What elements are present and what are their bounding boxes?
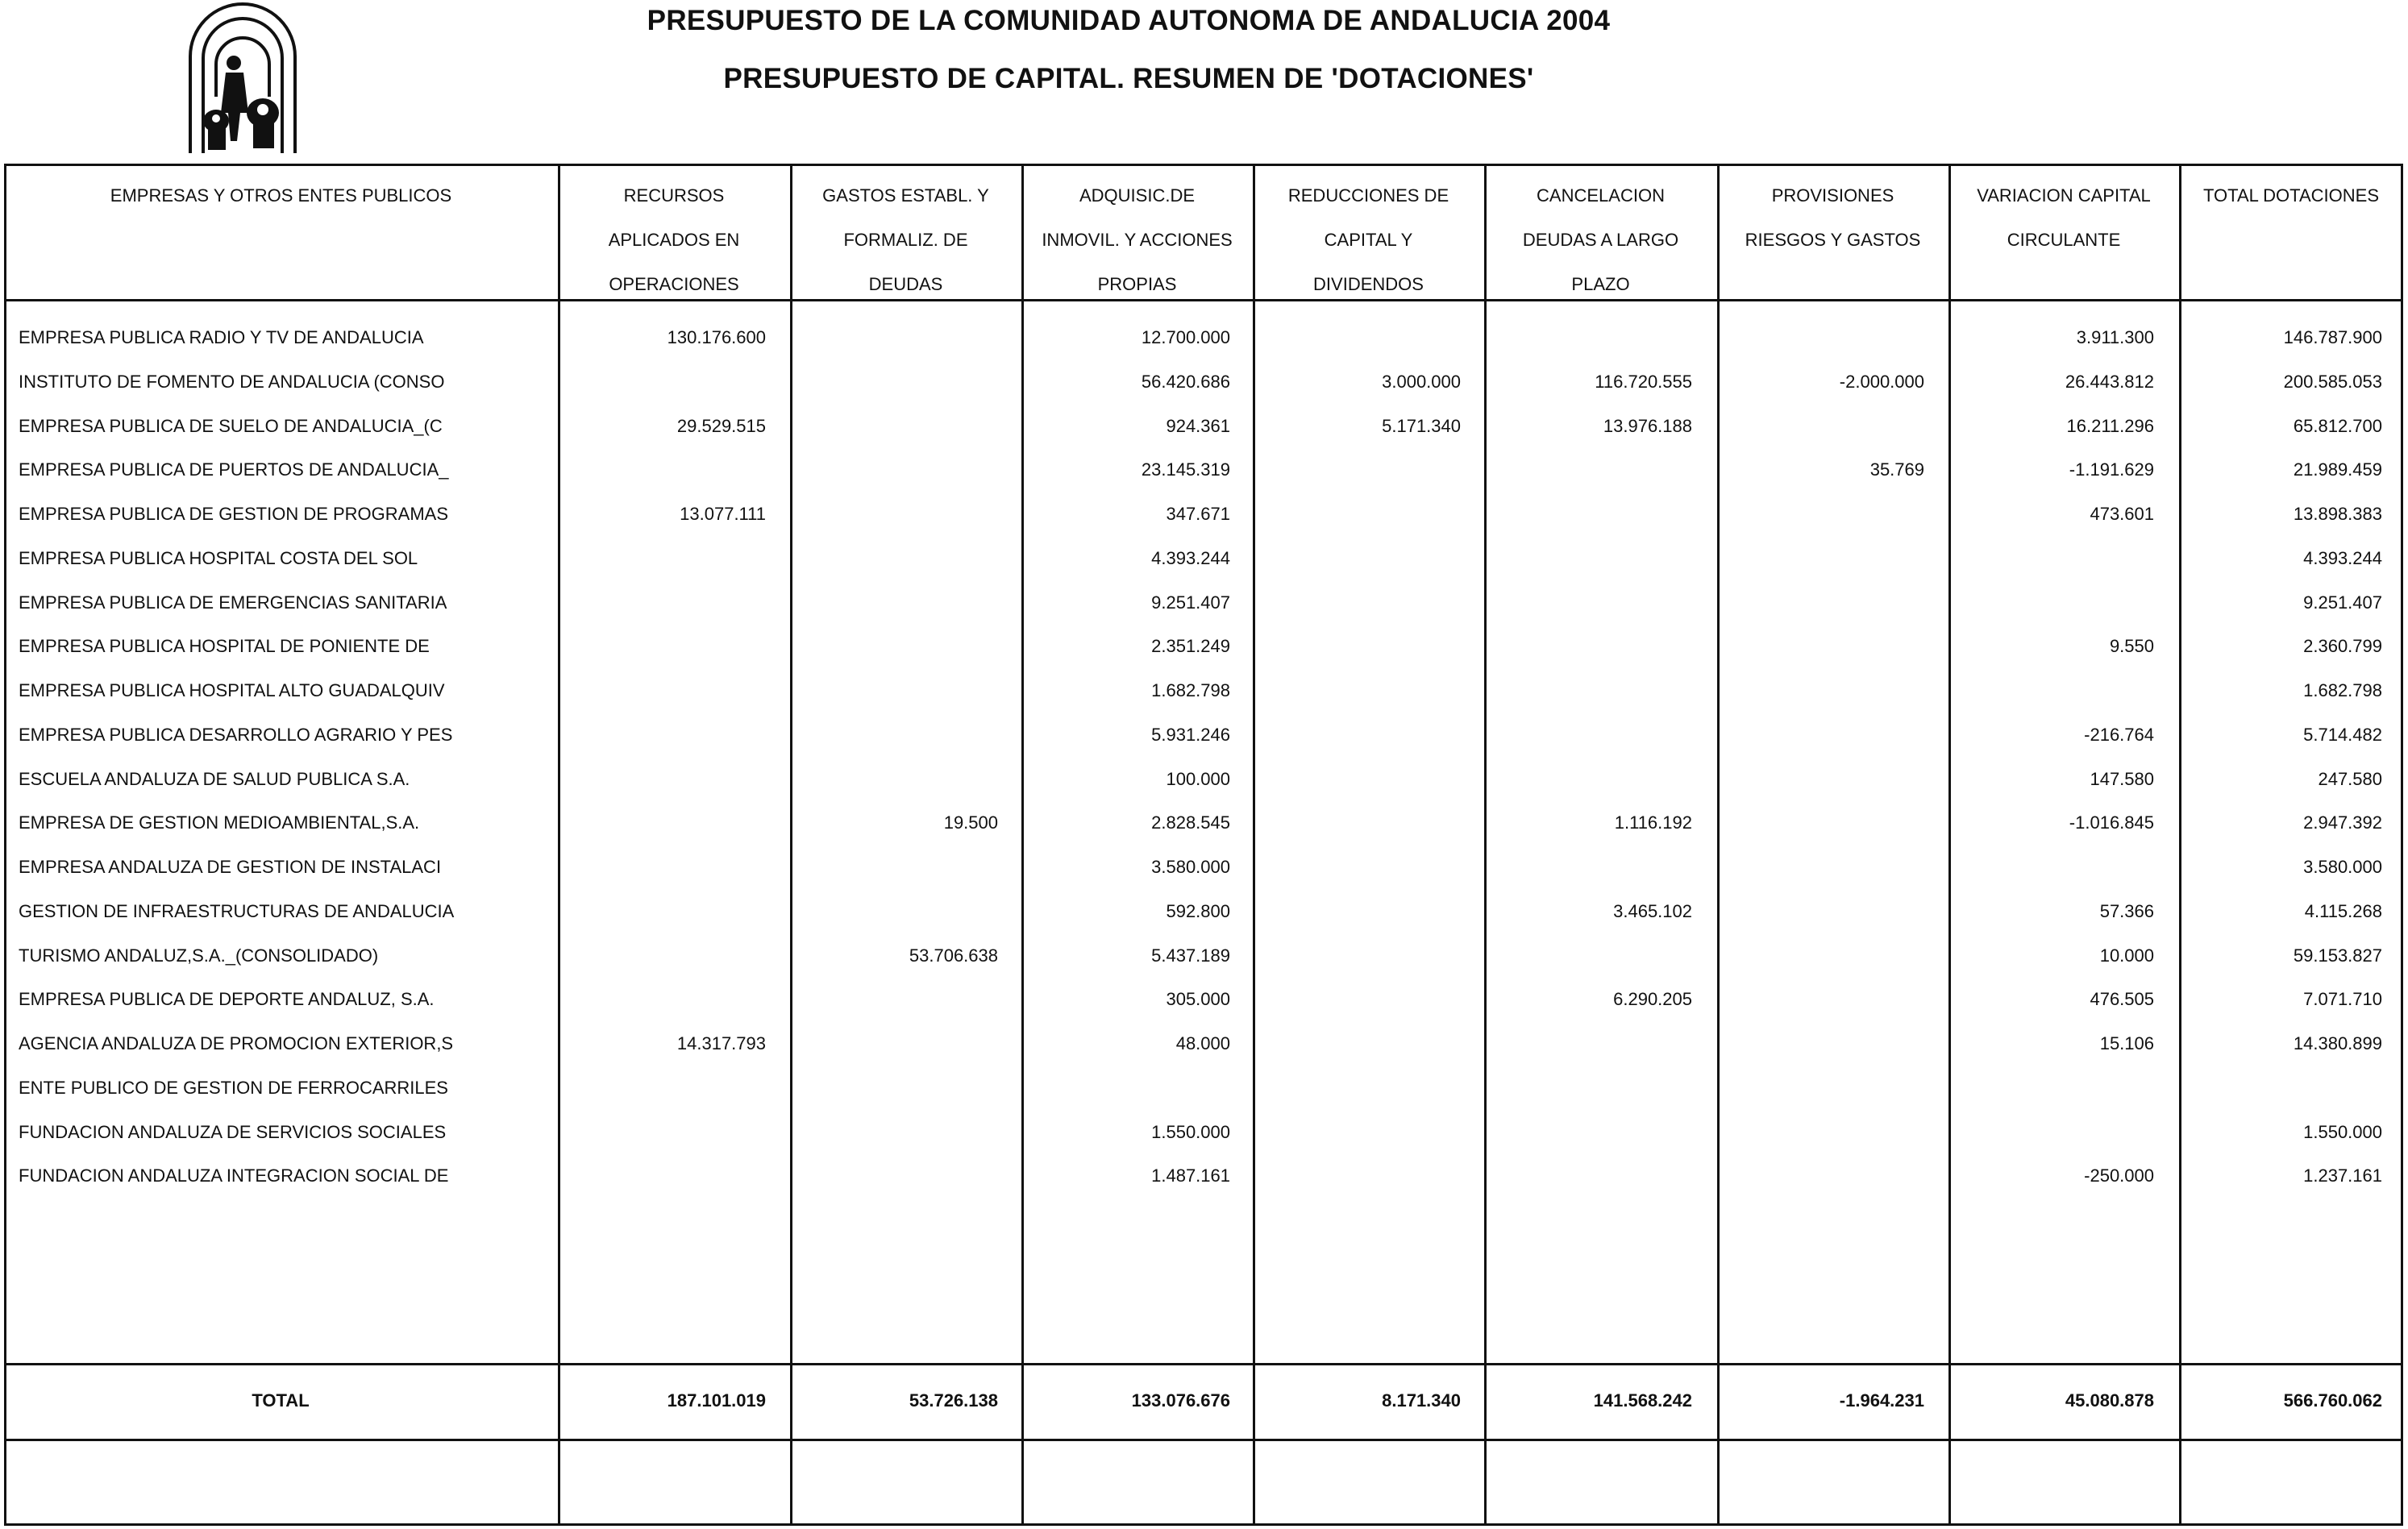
amount-cell xyxy=(2165,1066,2382,1110)
amount-cell xyxy=(1707,316,1924,359)
entity-name: TURISMO ANDALUZ,S.A._(CONSOLIDADO) xyxy=(19,945,379,966)
amount-cell xyxy=(1474,934,1692,978)
entity-name: EMPRESA PUBLICA HOSPITAL DE PONIENTE DE xyxy=(19,636,430,657)
entity-name: GESTION DE INFRAESTRUCTURAS DE ANDALUCIA xyxy=(19,900,455,921)
table-row xyxy=(4,713,2403,757)
amount-cell: 4.393.244 xyxy=(2303,547,2382,568)
column-header xyxy=(1484,173,1717,306)
column-header-line: DEUDAS xyxy=(868,274,943,294)
amount-cell xyxy=(1243,1022,1461,1066)
amount-cell xyxy=(548,846,766,889)
amount-cell: 592.800 xyxy=(1166,900,1230,921)
amount-cell xyxy=(780,1022,998,1066)
amount-cell xyxy=(780,448,998,492)
amount-cell xyxy=(780,713,998,757)
amount-cell: 1.487.161 xyxy=(1151,1165,1230,1186)
amount-cell: 1.682.798 xyxy=(2303,680,2382,700)
column-header xyxy=(4,173,558,218)
table-row xyxy=(4,625,2403,668)
amount-cell: 5.714.482 xyxy=(2303,724,2382,745)
amount-cell: 5.171.340 xyxy=(1382,415,1461,436)
amount-cell: 1.237.161 xyxy=(2303,1165,2382,1186)
amount-cell xyxy=(1243,758,1461,801)
entity-name: EMPRESA DE GESTION MEDIOAMBIENTAL,S.A. xyxy=(19,812,420,833)
column-header xyxy=(790,173,1021,306)
entity-name: AGENCIA ANDALUZA DE PROMOCION EXTERIOR,S xyxy=(19,1033,454,1053)
amount-cell xyxy=(780,405,998,448)
amount-cell: 65.812.700 xyxy=(2293,415,2382,436)
amount-cell xyxy=(1707,625,1924,668)
amount-cell: 1.550.000 xyxy=(1151,1121,1230,1142)
amount-cell: 473.601 xyxy=(2090,504,2154,524)
table-row xyxy=(4,316,2403,359)
amount-cell xyxy=(1707,890,1924,933)
amount-cell xyxy=(1474,846,1692,889)
amount-cell: 3.465.102 xyxy=(1613,900,1692,921)
entity-name: EMPRESA PUBLICA HOSPITAL COSTA DEL SOL xyxy=(19,547,418,568)
amount-cell xyxy=(1707,758,1924,801)
total-label: TOTAL xyxy=(252,1390,310,1411)
amount-cell xyxy=(1474,669,1692,713)
amount-cell: 4.393.244 xyxy=(1151,547,1230,568)
amount-cell xyxy=(1474,316,1692,359)
amount-cell: 9.251.407 xyxy=(2303,592,2382,613)
entity-name: INSTITUTO DE FOMENTO DE ANDALUCIA (CONSO xyxy=(19,371,445,392)
amount-cell: 5.931.246 xyxy=(1151,724,1230,745)
amount-cell xyxy=(1243,934,1461,978)
amount-cell xyxy=(1474,492,1692,536)
amount-cell xyxy=(1243,537,1461,580)
amount-cell: -1.191.629 xyxy=(2069,459,2154,480)
document-title: PRESUPUESTO DE LA COMUNIDAD AUTONOMA DE ANDALUCIA 2004 xyxy=(647,5,1611,36)
table-row xyxy=(4,405,2403,448)
column-header xyxy=(1717,173,1948,262)
amount-cell: 2.351.249 xyxy=(1151,636,1230,657)
table-row xyxy=(4,890,2403,933)
column-header-line: REDUCCIONES DE xyxy=(1287,185,1449,206)
amount-cell xyxy=(780,978,998,1021)
table-rule xyxy=(4,1523,2403,1526)
amount-cell: 7.071.710 xyxy=(2303,989,2382,1010)
amount-cell: 13.898.383 xyxy=(2293,504,2382,524)
column-header-line: PROVISIONES xyxy=(1771,185,1894,206)
amount-cell: 14.380.899 xyxy=(2293,1033,2382,1053)
table-rule xyxy=(4,1439,2403,1441)
amount-cell: 6.290.205 xyxy=(1613,989,1692,1010)
amount-cell xyxy=(1707,405,1924,448)
amount-cell xyxy=(548,448,766,492)
amount-cell: 13.077.111 xyxy=(680,504,766,524)
amount-cell xyxy=(1936,846,2154,889)
amount-cell xyxy=(780,492,998,536)
amount-cell: 305.000 xyxy=(1166,989,1230,1010)
total-value: 53.726.138 xyxy=(909,1390,998,1411)
table-row xyxy=(4,758,2403,801)
amount-cell: 3.000.000 xyxy=(1382,371,1461,392)
amount-cell xyxy=(548,890,766,933)
total-value: 566.760.062 xyxy=(2283,1390,2382,1411)
amount-cell xyxy=(1243,978,1461,1021)
amount-cell xyxy=(1243,801,1461,845)
amount-cell xyxy=(548,801,766,845)
amount-cell: 35.769 xyxy=(1869,459,1924,480)
entity-name: EMPRESA PUBLICA RADIO Y TV DE ANDALUCIA xyxy=(19,327,424,347)
entity-name: ENTE PUBLICO DE GESTION DE FERROCARRILES xyxy=(19,1077,448,1098)
amount-cell xyxy=(1936,581,2154,625)
column-header-line: OPERACIONES xyxy=(609,274,739,294)
amount-cell: 1.550.000 xyxy=(2303,1121,2382,1142)
amount-cell xyxy=(1474,1022,1692,1066)
amount-cell xyxy=(780,1066,998,1110)
amount-cell: 9.251.407 xyxy=(1151,592,1230,613)
entity-name: FUNDACION ANDALUZA INTEGRACION SOCIAL DE xyxy=(19,1165,449,1186)
amount-cell: 116.720.555 xyxy=(1595,371,1692,392)
amount-cell: 26.443.812 xyxy=(2065,371,2154,392)
amount-cell xyxy=(1243,1154,1461,1198)
table-row xyxy=(4,448,2403,492)
amount-cell xyxy=(1474,1066,1692,1110)
table-row xyxy=(4,1154,2403,1198)
column-header xyxy=(2179,173,2403,218)
amount-cell xyxy=(780,1154,998,1198)
column-header-line: CANCELACION xyxy=(1537,185,1665,206)
amount-cell xyxy=(780,537,998,580)
table-row xyxy=(4,1022,2403,1066)
amount-cell xyxy=(1243,1066,1461,1110)
amount-cell xyxy=(1707,846,1924,889)
amount-cell xyxy=(1474,1111,1692,1154)
amount-cell: 2.360.799 xyxy=(2303,636,2382,657)
column-header-line: APLICADOS EN xyxy=(608,230,740,250)
amount-cell xyxy=(1707,934,1924,978)
entity-name: ESCUELA ANDALUZA DE SALUD PUBLICA S.A. xyxy=(19,768,410,789)
amount-cell: 4.115.268 xyxy=(2304,900,2382,921)
amount-cell: 100.000 xyxy=(1166,768,1230,789)
entity-name: EMPRESA PUBLICA DE SUELO DE ANDALUCIA_(C xyxy=(19,415,443,436)
column-header-line: RECURSOS xyxy=(623,185,725,206)
amount-cell xyxy=(1936,1066,2154,1110)
entity-name: EMPRESA PUBLICA DESARROLLO AGRARIO Y PES xyxy=(19,724,453,745)
amount-cell: -216.764 xyxy=(2084,724,2154,745)
amount-cell xyxy=(1707,978,1924,1021)
entity-name: EMPRESA PUBLICA HOSPITAL ALTO GUADALQUIV xyxy=(19,680,445,700)
amount-cell xyxy=(1707,801,1924,845)
amount-cell xyxy=(548,669,766,713)
column-header-line: RIESGOS Y GASTOS xyxy=(1745,230,1921,250)
column-header-line: DEUDAS A LARGO xyxy=(1522,230,1679,250)
column-header-line: TOTAL DOTACIONES xyxy=(2203,185,2379,206)
amount-cell xyxy=(1474,713,1692,757)
table-row xyxy=(4,581,2403,625)
column-header-line: FORMALIZ. DE xyxy=(843,230,968,250)
amount-cell: 1.116.192 xyxy=(1614,812,1692,833)
amount-cell xyxy=(1243,890,1461,933)
column-header-line: INMOVIL. Y ACCIONES xyxy=(1042,230,1233,250)
total-value: -1.964.231 xyxy=(1839,1390,1924,1411)
table-row xyxy=(4,1066,2403,1110)
amount-cell: 130.176.600 xyxy=(667,327,766,347)
amount-cell xyxy=(1936,1111,2154,1154)
amount-cell: 9.550 xyxy=(2109,636,2154,657)
total-row xyxy=(4,1379,2403,1423)
table-row xyxy=(4,1111,2403,1154)
amount-cell xyxy=(1243,316,1461,359)
amount-cell xyxy=(1243,713,1461,757)
amount-cell: 3.580.000 xyxy=(2303,857,2382,877)
amount-cell xyxy=(548,1111,766,1154)
amount-cell xyxy=(1243,846,1461,889)
amount-cell xyxy=(548,1066,766,1110)
column-header-line: GASTOS ESTABL. Y xyxy=(822,185,989,206)
entity-name: EMPRESA ANDALUZA DE GESTION DE INSTALACI xyxy=(19,857,442,877)
column-header xyxy=(1253,173,1484,306)
amount-cell: 924.361 xyxy=(1166,415,1230,436)
amount-cell: 200.585.053 xyxy=(2283,371,2382,392)
column-header xyxy=(1021,173,1253,306)
budget-table xyxy=(4,164,2403,1526)
amount-cell: 19.500 xyxy=(943,812,998,833)
amount-cell xyxy=(548,537,766,580)
amount-cell xyxy=(1707,581,1924,625)
junta-andalucia-logo xyxy=(184,0,302,156)
amount-cell: 146.787.900 xyxy=(2283,327,2382,347)
column-header-line: CIRCULANTE xyxy=(2007,230,2121,250)
amount-cell xyxy=(1936,669,2154,713)
amount-cell: 53.706.638 xyxy=(909,945,998,966)
amount-cell: 14.317.793 xyxy=(676,1033,766,1053)
amount-cell xyxy=(548,1154,766,1198)
amount-cell xyxy=(1474,758,1692,801)
column-header-line: CAPITAL Y xyxy=(1324,230,1413,250)
amount-cell xyxy=(780,360,998,404)
amount-cell xyxy=(548,713,766,757)
amount-cell xyxy=(1243,669,1461,713)
amount-cell xyxy=(780,625,998,668)
amount-cell: 15.106 xyxy=(2099,1033,2154,1053)
entity-name: EMPRESA PUBLICA DE PUERTOS DE ANDALUCIA_ xyxy=(19,459,449,480)
table-rule xyxy=(4,164,2403,166)
amount-cell: -250.000 xyxy=(2084,1165,2154,1186)
table-rule xyxy=(4,1363,2403,1365)
entity-name: EMPRESA PUBLICA DE DEPORTE ANDALUZ, S.A. xyxy=(19,989,435,1010)
entity-name: EMPRESA PUBLICA DE EMERGENCIAS SANITARIA xyxy=(19,592,447,613)
table-row xyxy=(4,846,2403,889)
amount-cell xyxy=(548,934,766,978)
document-subtitle: PRESUPUESTO DE CAPITAL. RESUMEN DE 'DOTACIONES' xyxy=(723,63,1534,94)
amount-cell xyxy=(548,360,766,404)
amount-cell xyxy=(548,758,766,801)
amount-cell xyxy=(780,316,998,359)
column-header-line: PROPIAS xyxy=(1097,274,1177,294)
amount-cell: 16.211.296 xyxy=(2066,415,2154,436)
amount-cell xyxy=(1707,1111,1924,1154)
amount-cell: 13.976.188 xyxy=(1603,415,1692,436)
amount-cell xyxy=(780,890,998,933)
table-row xyxy=(4,801,2403,845)
column-header xyxy=(1948,173,2179,262)
amount-cell xyxy=(1243,448,1461,492)
entity-name: EMPRESA PUBLICA DE GESTION DE PROGRAMAS xyxy=(19,504,449,524)
table-row xyxy=(4,978,2403,1021)
amount-cell xyxy=(1474,537,1692,580)
amount-cell: 48.000 xyxy=(1175,1033,1230,1053)
amount-cell xyxy=(1707,1022,1924,1066)
column-header-line: ADQUISIC.DE xyxy=(1079,185,1196,206)
entity-name: FUNDACION ANDALUZA DE SERVICIOS SOCIALES xyxy=(19,1121,447,1142)
amount-cell xyxy=(1707,492,1924,536)
amount-cell xyxy=(1707,713,1924,757)
amount-cell xyxy=(548,978,766,1021)
amount-cell xyxy=(780,1111,998,1154)
amount-cell: 247.580 xyxy=(2318,768,2382,789)
amount-cell xyxy=(1707,1066,1924,1110)
amount-cell xyxy=(780,669,998,713)
amount-cell: 29.529.515 xyxy=(676,415,766,436)
amount-cell: 2.828.545 xyxy=(1151,812,1230,833)
total-value: 133.076.676 xyxy=(1131,1390,1230,1411)
table-row xyxy=(4,492,2403,536)
amount-cell: 5.437.189 xyxy=(1151,945,1230,966)
amount-cell xyxy=(780,758,998,801)
table-row xyxy=(4,537,2403,580)
amount-cell xyxy=(1013,1066,1230,1110)
column-header-line: EMPRESAS Y OTROS ENTES PUBLICOS xyxy=(110,185,452,206)
amount-cell: 56.420.686 xyxy=(1141,371,1230,392)
total-value: 141.568.242 xyxy=(1593,1390,1692,1411)
amount-cell: -2.000.000 xyxy=(1839,371,1924,392)
amount-cell: 21.989.459 xyxy=(2293,459,2382,480)
amount-cell: 57.366 xyxy=(2099,900,2154,921)
column-header-line: PLAZO xyxy=(1571,274,1630,294)
total-value: 45.080.878 xyxy=(2065,1390,2154,1411)
amount-cell xyxy=(1243,625,1461,668)
amount-cell: 1.682.798 xyxy=(1151,680,1230,700)
table-row xyxy=(4,934,2403,978)
amount-cell xyxy=(1474,448,1692,492)
amount-cell xyxy=(548,581,766,625)
amount-cell xyxy=(548,625,766,668)
amount-cell: 12.700.000 xyxy=(1141,327,1230,347)
table-row xyxy=(4,669,2403,713)
amount-cell: 147.580 xyxy=(2090,768,2154,789)
amount-cell: 3.911.300 xyxy=(2076,327,2154,347)
amount-cell: 2.947.392 xyxy=(2303,812,2382,833)
amount-cell xyxy=(780,846,998,889)
amount-cell xyxy=(1243,581,1461,625)
amount-cell xyxy=(1707,669,1924,713)
amount-cell: 347.671 xyxy=(1166,504,1230,524)
amount-cell xyxy=(1707,537,1924,580)
amount-cell xyxy=(1936,537,2154,580)
amount-cell: -1.016.845 xyxy=(2069,812,2154,833)
amount-cell xyxy=(780,581,998,625)
amount-cell xyxy=(1474,581,1692,625)
amount-cell: 476.505 xyxy=(2090,989,2154,1010)
amount-cell: 59.153.827 xyxy=(2293,945,2382,966)
amount-cell xyxy=(1474,625,1692,668)
total-value: 8.171.340 xyxy=(1382,1390,1461,1411)
amount-cell xyxy=(1243,492,1461,536)
amount-cell xyxy=(1474,1154,1692,1198)
table-row xyxy=(4,360,2403,404)
column-header-line: VARIACION CAPITAL xyxy=(1977,185,2151,206)
amount-cell: 3.580.000 xyxy=(1151,857,1230,877)
amount-cell xyxy=(1243,1111,1461,1154)
amount-cell xyxy=(1707,1154,1924,1198)
amount-cell: 23.145.319 xyxy=(1141,459,1230,480)
amount-cell: 10.000 xyxy=(2099,945,2154,966)
total-value: 187.101.019 xyxy=(667,1390,766,1411)
column-header xyxy=(558,173,790,306)
column-header-line: DIVIDENDOS xyxy=(1313,274,1424,294)
